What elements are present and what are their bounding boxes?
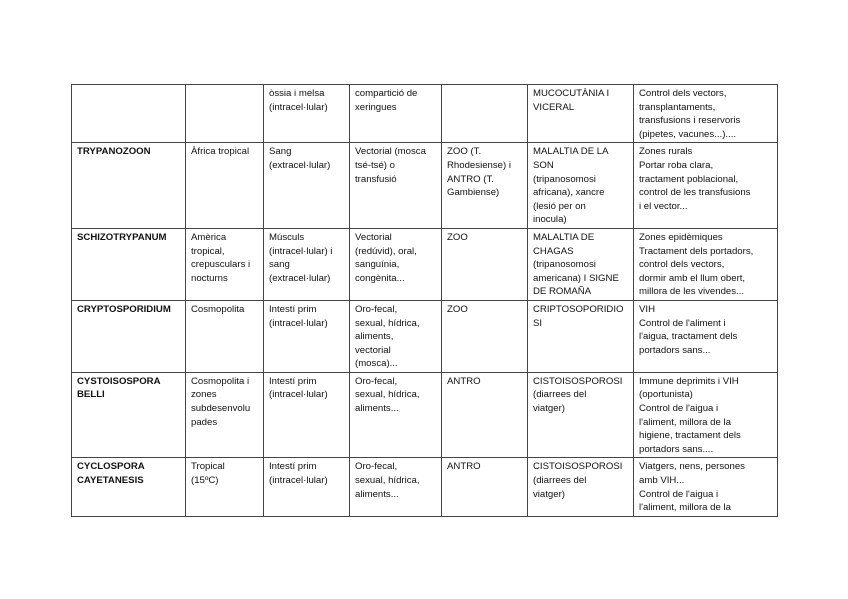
table-cell: MUCOCUTÀNIA I VICERAL [528,85,634,143]
table-cell: Vectorial (mosca tsé-tsé) o transfusió [350,143,442,229]
table-cell [442,85,528,143]
table-body [72,85,778,517]
table-cell: Músculs (intracel·lular) i sang (extracel·lular) [264,228,350,300]
table-cell: CISTOISOSPOROSI (diarrees del viatger) [528,372,634,458]
table-cell: Tropical (15ºC) [186,458,264,516]
table-cell: Control dels vectors, transplantaments, transfusions i reservoris (pipetes, vacunes...).... [634,85,778,143]
table-row [72,372,778,458]
species-name-cell: CYSTOISOSPORA BELLI [72,372,186,458]
table-row [72,143,778,229]
table-cell: Àfrica tropical [186,143,264,229]
table-cell: Immune deprimits i VIH (oportunista) Control de l'aigua i l'aliment, millora de la higiene, tractament dels portadors sans.... [634,372,778,458]
table-cell: Cosmopolita i zones subdesenvolu pades [186,372,264,458]
table-cell: Zones rurals Portar roba clara, tractament poblacional, control de les transfusions i el vector... [634,143,778,229]
table-cell: Intestí prim (intracel·lular) [264,458,350,516]
species-name-cell [72,85,186,143]
table-cell: ZOO [442,300,528,372]
table-row [72,300,778,372]
table-cell: Oro-fecal, sexual, hídrica, aliments, vectorial (mosca)... [350,300,442,372]
species-name-cell: CYCLOSPORA CAYETANESIS [72,458,186,516]
table-cell: ZOO (T. Rhodesiense) i ANTRO (T. Gambiense) [442,143,528,229]
table-cell [186,85,264,143]
table-cell: ZOO [442,228,528,300]
table-cell: ANTRO [442,458,528,516]
table-cell: òssia i melsa (intracel·lular) [264,85,350,143]
table-cell: Zones epidèmiques Tractament dels portadors, control dels vectors, dormir amb el llum obert, millora de les vivendes... [634,228,778,300]
table-cell: Amèrica tropical, crepusculars i nocturns [186,228,264,300]
table-cell: Oro-fecal, sexual, hídrica, aliments... [350,372,442,458]
table-cell: VIH Control de l'aliment i l'aigua, tractament dels portadors sans... [634,300,778,372]
table-cell: Sang (extracel·lular) [264,143,350,229]
table-cell: Intestí prim (intracel·lular) [264,300,350,372]
table-row [72,85,778,143]
table-cell: Viatgers, nens, persones amb VIH... Control de l'aigua i l'aliment, millora de la [634,458,778,516]
table-cell: CRIPTOSOPORIDIO SI [528,300,634,372]
table-cell: CISTOISOSPOROSI (diarrees del viatger) [528,458,634,516]
table-cell: ANTRO [442,372,528,458]
species-name-cell: TRYPANOZOON [72,143,186,229]
table-cell: Intestí prim (intracel·lular) [264,372,350,458]
table-row [72,228,778,300]
species-name-cell: SCHIZOTRYPANUM [72,228,186,300]
species-name-cell: CRYPTOSPORIDIUM [72,300,186,372]
table-cell: Vectorial (redúvid), oral, sanguínia, congènita... [350,228,442,300]
table-cell: MALALTIA DE LA SON (tripanosomosi africana), xancre (lesió per on inocula) [528,143,634,229]
parasite-table [71,84,778,517]
table-cell: Cosmopolita [186,300,264,372]
table-cell: Oro-fecal, sexual, hídrica, aliments... [350,458,442,516]
table-cell: MALALTIA DE CHAGAS (tripanosomosi americana) I SIGNE DE ROMAÑA [528,228,634,300]
table-row [72,458,778,516]
table-cell: compartició de xeringues [350,85,442,143]
